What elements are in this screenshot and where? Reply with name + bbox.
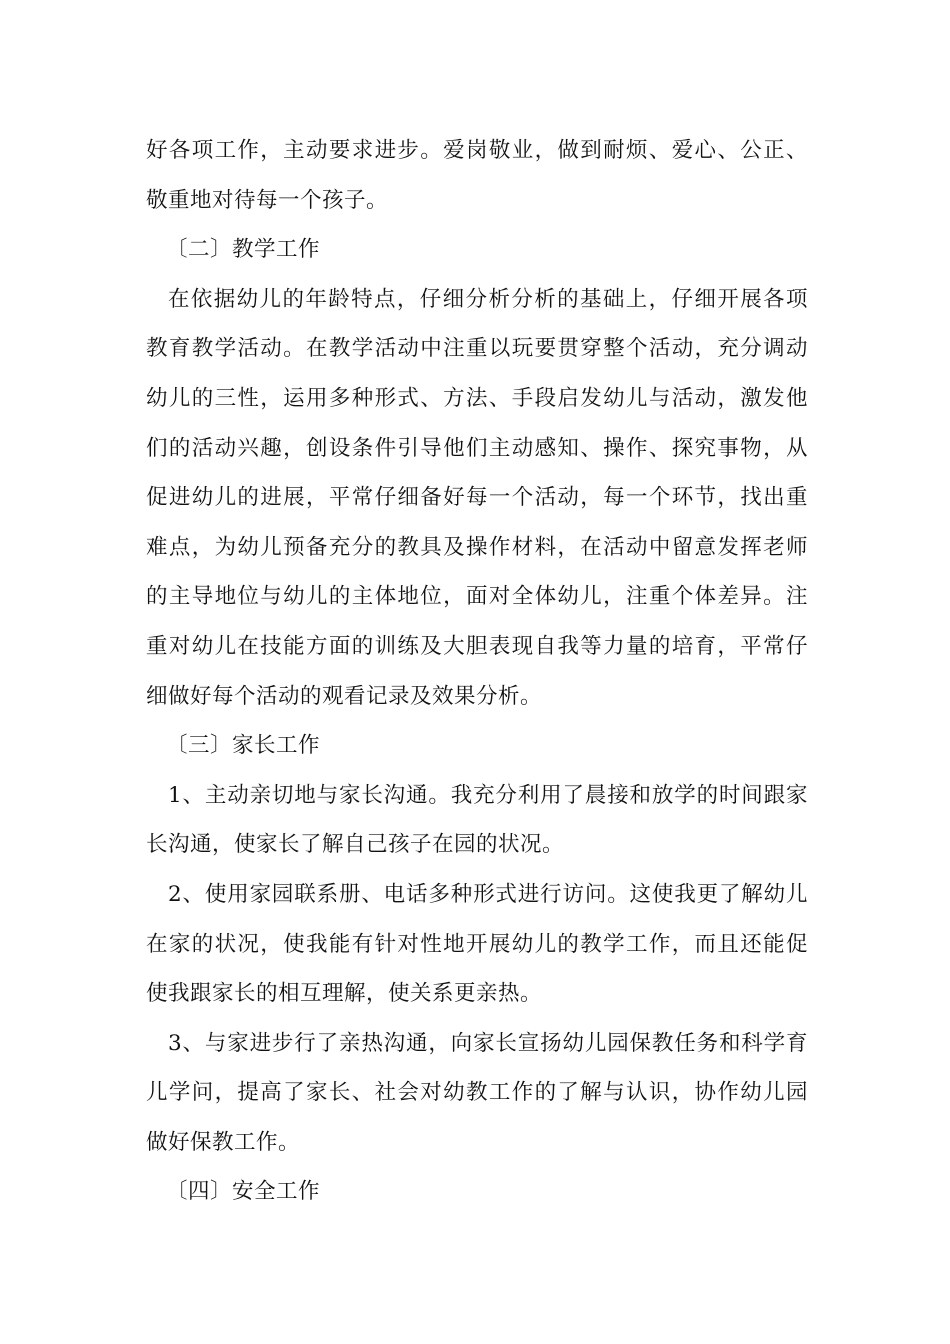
document-body — [146, 126, 808, 1217]
text-line: 做好保教工作。 — [146, 1129, 301, 1155]
text-line: 促进幼儿的进展，平常仔细备好每一个活动，每一个环节，找出重 — [146, 485, 808, 511]
text-line: 长沟通，使家长了解自己孩子在园的状况。 — [146, 832, 565, 858]
text-line: 在家的状况，使我能有针对性地开展幼儿的教学工作，而且还能促 — [146, 931, 808, 957]
text-line: 幼儿的三性，运用多种形式、方法、手段启发幼儿与活动，激发他 — [146, 385, 808, 411]
text-line: 的主导地位与幼儿的主体地位，面对全体幼儿，注重个体差异。注 — [146, 584, 808, 610]
text-line: 好各项工作，主动要求进步。爱岗敬业，做到耐烦、爱心、公正、 — [146, 138, 808, 163]
text-line: 3、与家进步行了亲热沟通，向家长宣扬幼儿园保教任务和科学育 — [168, 1030, 808, 1056]
text-line: 2、使用家园联系册、电话多种形式进行访问。这使我更了解幼儿 — [168, 881, 808, 907]
section-heading-safety: 〔四〕安全工作 — [166, 1179, 321, 1205]
text-line: 1、主动亲切地与家长沟通。我充分利用了晨接和放学的时间跟家 — [168, 782, 808, 808]
text-line: 敬重地对待每一个孩子。 — [146, 187, 389, 213]
text-line: 儿学问，提高了家长、社会对幼教工作的了解与认识，协作幼儿园 — [146, 1080, 808, 1106]
text-line: 细做好每个活动的观看记录及效果分析。 — [146, 683, 543, 709]
text-line: 教育教学活动。在教学活动中注重以玩要贯穿整个活动，充分调动 — [146, 336, 808, 362]
section-heading-teaching: 〔二〕教学工作 — [166, 237, 321, 263]
text-line: 使我跟家长的相互理解，使关系更亲热。 — [146, 981, 543, 1007]
text-line: 们的活动兴趣，创设条件引导他们主动感知、操作、探究事物，从 — [146, 435, 808, 461]
text-line: 难点，为幼儿预备充分的教具及操作材料，在活动中留意发挥老师 — [146, 534, 808, 560]
text-line: 重对幼儿在技能方面的训练及大胆表现自我等力量的培育，平常仔 — [146, 633, 808, 659]
text-line: 在依据幼儿的年龄特点，仔细分析分析的基础上，仔细开展各项 — [168, 286, 808, 312]
section-heading-parents: 〔三〕家长工作 — [166, 733, 321, 759]
